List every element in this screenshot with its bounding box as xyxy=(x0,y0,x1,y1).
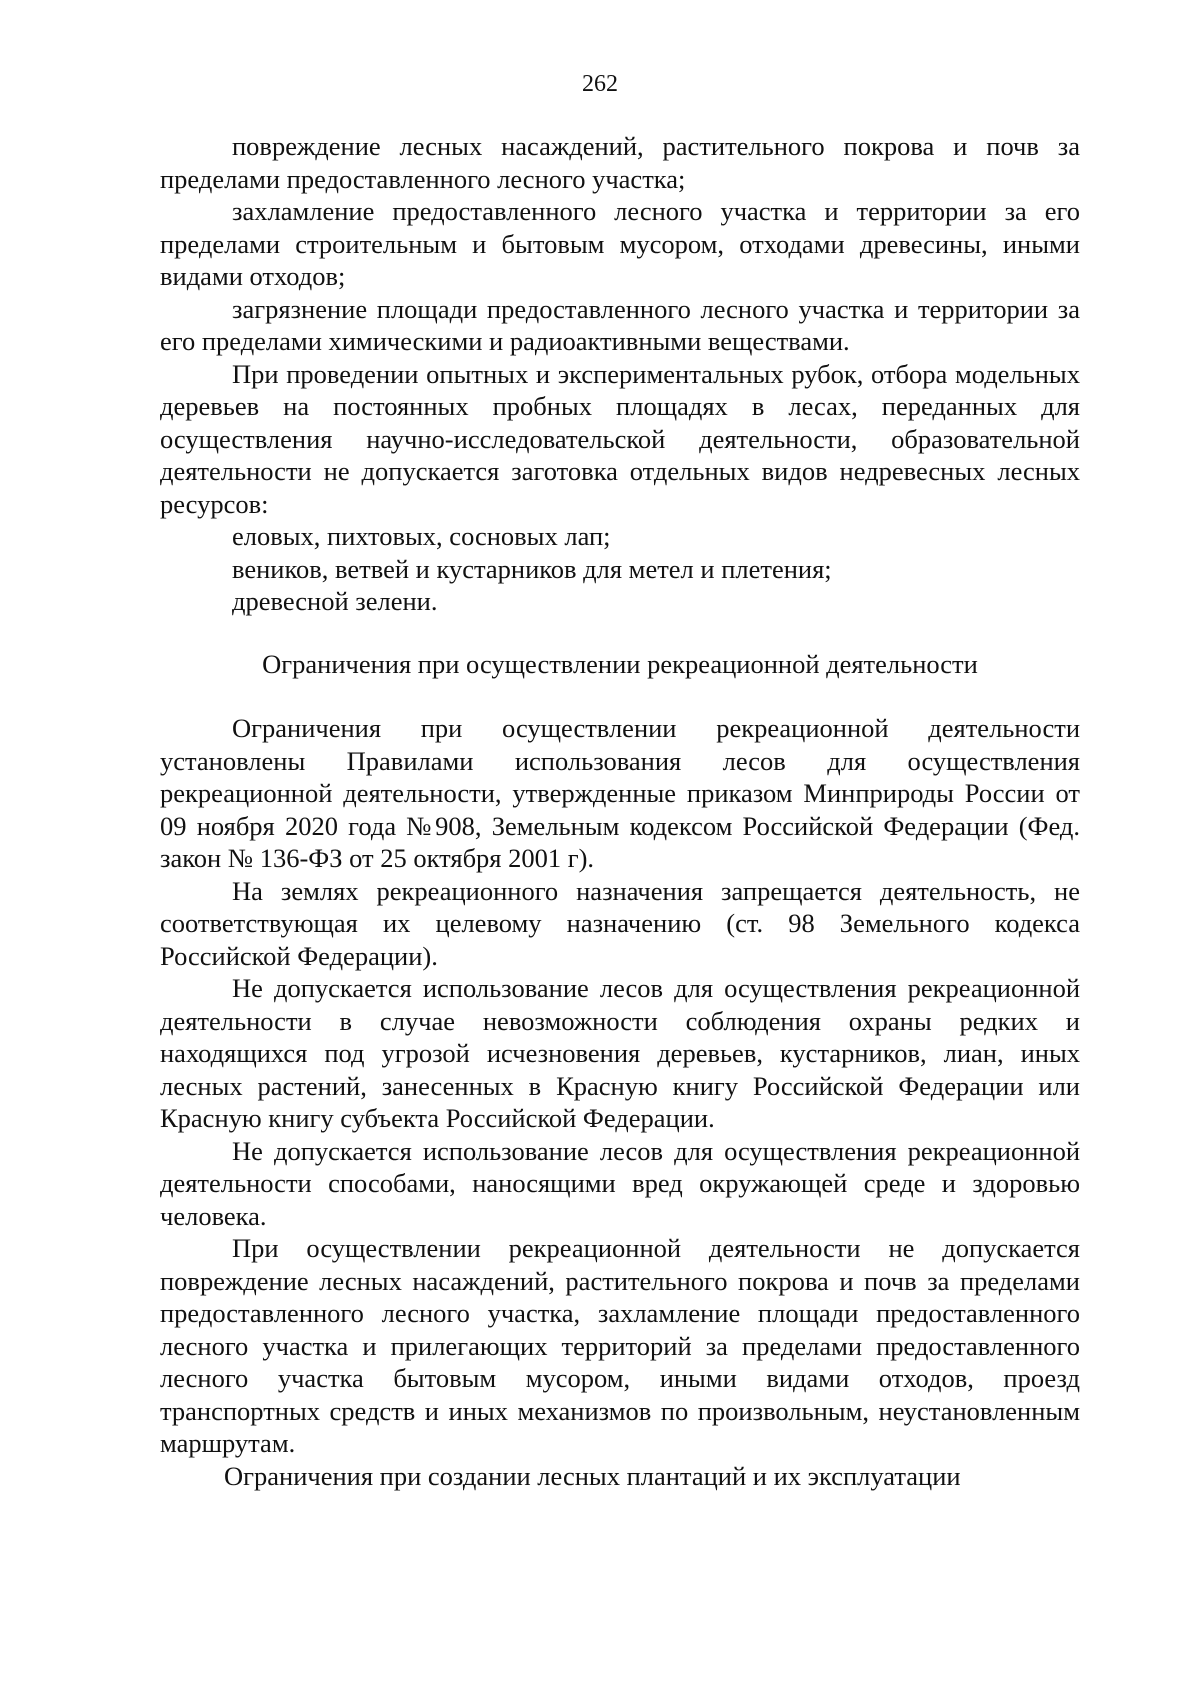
paragraph: Не допускается использование лесов для осуществления рекреационной деятельности способами, наносящими вред окружающей среде и здоровью человека. xyxy=(160,1135,1080,1231)
paragraph: Не допускается использование лесов для осуществления рекреационной деятельности в случае невозможности соблюдения охраны редких и находящихся под угрозой исчезновения деревьев, кустарников, лиан, иных лесных растений, занесенных в Красную книгу Российской Федерации или Красную книгу субъекта Российской Федерации. xyxy=(160,973,1080,1133)
page-number: 262 xyxy=(582,71,618,97)
paragraph: На землях рекреационного назначения запрещается деятельность, не соответствующая их целевому назначению (ст. 98 Земельного кодекса Российской Федерации). xyxy=(160,875,1080,971)
paragraph: При проведении опытных и экспериментальных рубок, отбора модельных деревьев на постоянных пробных площадях в лесах, переданных для осуществления научно-исследовательской деятельности, образовательной деятельности не допускается заготовка отдельных видов недревесных лесных ресурсов: xyxy=(160,358,1080,519)
list-item: древесной зелени. xyxy=(232,586,438,616)
paragraph: захламление предоставленного лесного участка и территории за его пределами строительным и бытовым мусором, отходами древесины, иными видами отходов; xyxy=(160,196,1080,291)
paragraph: При осуществлении рекреационной деятельности не допускается повреждение лесных насаждений, растительного покрова и почв за пределами предоставленного лесного участка, захламление площади предоставленного лесного участка и прилегающих территорий за пределами предоставленного лесного участка бытовым мусором, иными видами отходов, проезд транспортных средств и иных механизмов по произвольным, неустановленным маршрутам. xyxy=(160,1233,1080,1458)
paragraph: загрязнение площади предоставленного лесного участка и территории за его пределами химическими и радиоактивными веществами. xyxy=(160,293,1080,356)
section-heading-recreation: Ограничения при осуществлении рекреационной деятельности xyxy=(262,648,978,679)
paragraph: Ограничения при осуществлении рекреационной деятельности установлены Правилами использования лесов для осуществления рекреационной деятельности, утвержденные приказом Минприроды России от 09 ноября 2020 года №908, Земельным кодексом Российской Федерации (Фед. закон № 136-ФЗ от 25 октября 2001 г). xyxy=(160,713,1080,873)
list-item: веников, ветвей и кустарников для метел и плетения; xyxy=(232,553,832,584)
list-item: еловых, пихтовых, сосновых лап; xyxy=(232,521,611,551)
document-body xyxy=(160,130,1080,1492)
section-heading-plantations: Ограничения при создании лесных плантаций и их эксплуатации xyxy=(224,1460,961,1491)
paragraph: повреждение лесных насаждений, растительного покрова и почв за пределами предоставленного лесного участка; xyxy=(160,131,1080,194)
